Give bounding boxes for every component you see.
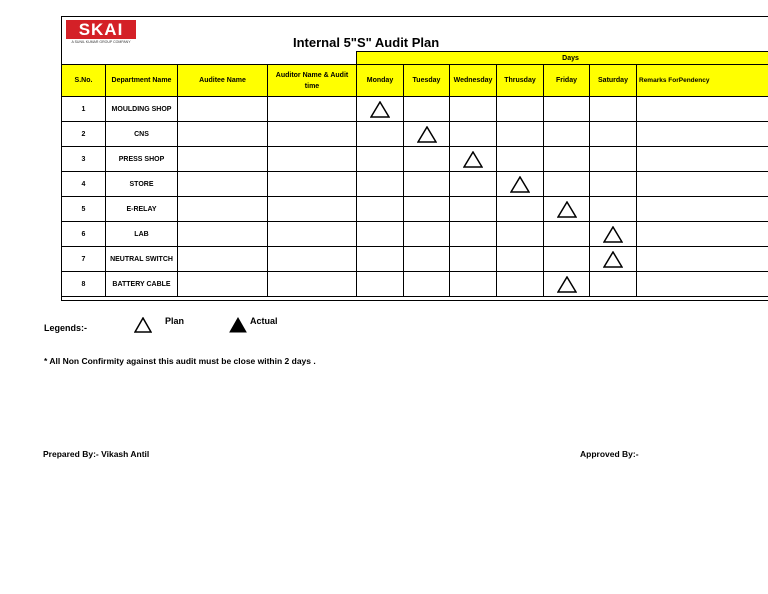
day-cell [450,122,497,147]
day-cell [404,147,450,172]
auditee-cell [178,272,268,297]
serial-number-cell: 4 [62,172,106,197]
day-cell [497,272,544,297]
column-header: Saturday [590,65,637,97]
day-cell [404,122,450,147]
day-cell [404,222,450,247]
table-row [62,147,768,172]
column-header: Remarks ForPendency [637,65,768,97]
legend-plan: Plan [165,316,185,326]
day-cell [357,122,404,147]
day-cell [590,97,637,122]
day-cell [450,147,497,172]
auditee-cell [178,122,268,147]
auditor-cell [268,197,357,222]
day-cell [404,247,450,272]
table-row [62,197,768,222]
day-cell [450,222,497,247]
department-cell: E-RELAY [106,197,178,222]
day-cell [590,147,637,172]
day-cell [497,247,544,272]
day-cell [497,122,544,147]
day-cell [357,197,404,222]
day-cell [450,272,497,297]
days-header-row [62,52,768,65]
approved-by: Approved By:- [580,449,639,459]
day-cell [544,247,590,272]
serial-number-cell: 6 [62,222,106,247]
day-cell [544,147,590,172]
column-header: Wednesday [450,65,497,97]
day-cell [450,97,497,122]
plan-triangle-icon [463,151,483,168]
remarks-cell [637,97,768,122]
audit-plan-table [61,51,768,297]
auditee-cell [178,147,268,172]
table-row [62,122,768,147]
days-group-header: Days [357,52,768,65]
nonconformity-note: * All Non Confirmity against this audit must be close within 2 days . [44,356,316,366]
skai-logo [66,20,136,46]
auditor-cell [268,172,357,197]
serial-number-cell: 7 [62,247,106,272]
legend-actual: Actual [250,316,278,326]
column-header: S.No. [62,65,106,97]
auditor-cell [268,247,357,272]
day-cell [404,197,450,222]
serial-number-cell: 5 [62,197,106,222]
column-header: Friday [544,65,590,97]
day-cell [544,172,590,197]
column-header: Auditee Name [178,65,268,97]
day-cell [544,272,590,297]
remarks-cell [637,222,768,247]
auditee-cell [178,172,268,197]
table-row [62,247,768,272]
serial-number-cell: 3 [62,147,106,172]
table-row [62,97,768,122]
department-cell: STORE [106,172,178,197]
day-cell [590,197,637,222]
day-cell [544,97,590,122]
plan-triangle-icon [603,251,623,268]
remarks-cell [637,172,768,197]
plan-triangle-icon [557,276,577,293]
day-cell [404,272,450,297]
auditee-cell [178,197,268,222]
department-cell: BATTERY CABLE [106,272,178,297]
day-cell [497,172,544,197]
department-cell: PRESS SHOP [106,147,178,172]
auditor-cell [268,222,357,247]
plan-triangle-icon [603,226,623,243]
day-cell [404,97,450,122]
remarks-cell [637,272,768,297]
day-cell [497,147,544,172]
day-cell [357,247,404,272]
department-cell: MOULDING SHOP [106,97,178,122]
column-header-row [62,65,768,97]
plan-triangle-icon [557,201,577,218]
day-cell [590,247,637,272]
auditor-cell [268,122,357,147]
day-cell [497,222,544,247]
plan-triangle-icon [134,317,152,333]
day-cell [497,197,544,222]
day-cell [590,222,637,247]
column-header: Thrusday [497,65,544,97]
table-row [62,222,768,247]
auditor-cell [268,272,357,297]
column-header: Tuesday [404,65,450,97]
remarks-cell [637,122,768,147]
day-cell [544,197,590,222]
remarks-cell [637,147,768,172]
table-row [62,172,768,197]
logo-brand: SKAI [66,20,136,39]
plan-triangle-icon [417,126,437,143]
auditee-cell [178,247,268,272]
remarks-cell [637,247,768,272]
day-cell [544,122,590,147]
serial-number-cell: 8 [62,272,106,297]
serial-number-cell: 1 [62,97,106,122]
day-cell [357,222,404,247]
day-cell [450,197,497,222]
day-cell [450,247,497,272]
auditee-cell [178,97,268,122]
column-header: Department Name [106,65,178,97]
serial-number-cell: 2 [62,122,106,147]
plan-triangle-icon [510,176,530,193]
day-cell [404,172,450,197]
plan-triangle-icon [370,101,390,118]
legend-label: Legends:- [44,323,88,333]
remarks-cell [637,197,768,222]
day-cell [590,122,637,147]
auditor-cell [268,97,357,122]
actual-triangle-icon [229,317,247,333]
day-cell [544,222,590,247]
days-spacer [62,52,357,65]
day-cell [357,272,404,297]
page-title: Internal 5"S" Audit Plan [293,35,440,50]
department-cell: LAB [106,222,178,247]
department-cell: CNS [106,122,178,147]
day-cell [357,97,404,122]
day-cell [450,172,497,197]
auditor-cell [268,147,357,172]
column-header: Monday [357,65,404,97]
table-row [62,272,768,297]
logo-tagline: A SUNIL KUMAR GROUP COMPANY [71,40,131,44]
day-cell [590,272,637,297]
day-cell [590,172,637,197]
column-header: Auditor Name & Audit time [268,65,357,97]
day-cell [497,97,544,122]
department-cell: NEUTRAL SWITCH [106,247,178,272]
day-cell [357,172,404,197]
day-cell [357,147,404,172]
auditee-cell [178,222,268,247]
prepared-by: Prepared By:- Vikash Antil [43,449,150,459]
